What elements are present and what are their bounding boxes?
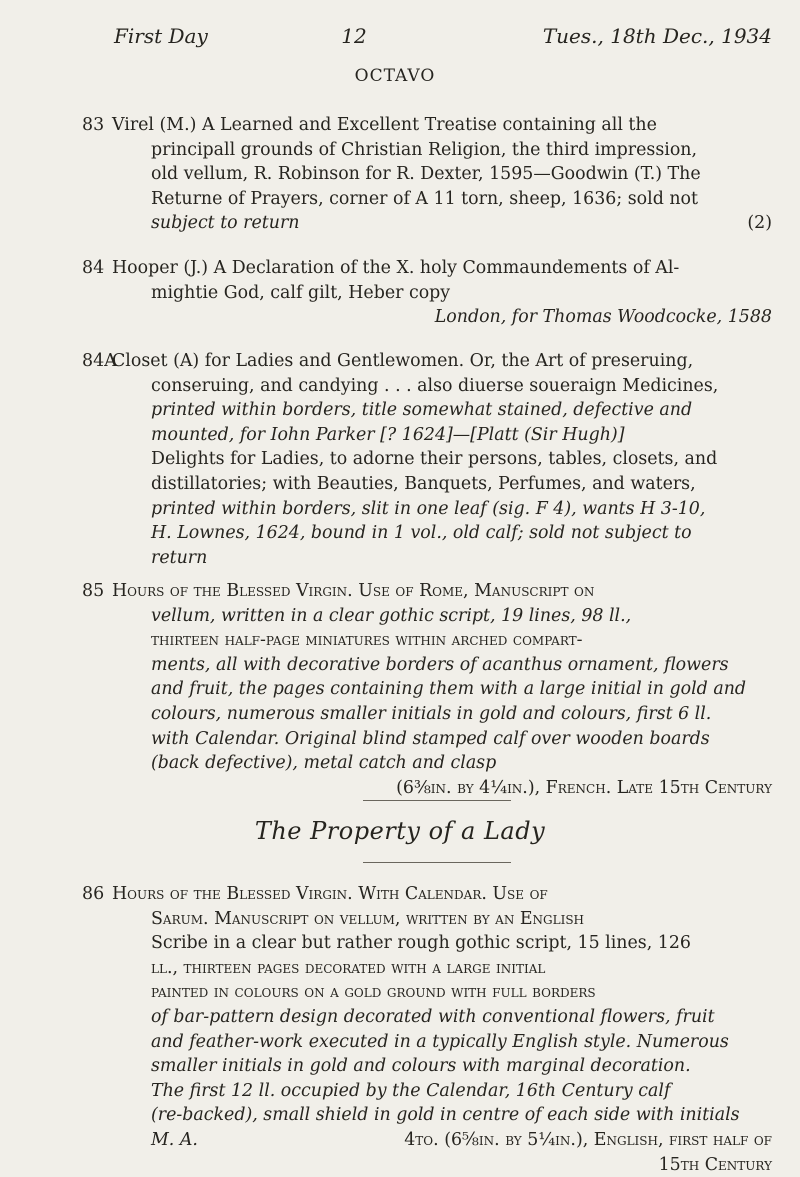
header-day: First Day bbox=[114, 24, 208, 48]
lot-line: printed within borders, slit in one leaf (sig. F 4), wants H 3-10, bbox=[151, 498, 706, 519]
lot-number: 86 bbox=[82, 884, 105, 904]
property-heading: The Property of a Lady bbox=[254, 817, 546, 845]
lot-84a bbox=[82, 349, 772, 570]
lot-line: conseruing, and candying . . . also diuerse soueraign Medicines, bbox=[151, 375, 719, 396]
lot-line: 15th Century bbox=[658, 1154, 772, 1175]
lot-line: Virel (M.) A Learned and Excellent Treatise containing all the bbox=[112, 115, 657, 135]
lot-line: of bar-pattern design decorated with conventional flowers, fruit bbox=[151, 1006, 715, 1027]
lot-line: Hours of the Blessed Virgin. With Calendar. Use of bbox=[112, 884, 548, 904]
lot-line: Returne of Prayers, corner of A 11 torn, sheep, 1636; sold not bbox=[151, 188, 699, 209]
lot-line: London, for Thomas Woodcocke, 1588 bbox=[434, 307, 772, 328]
lot-line: H. Lownes, 1624, bound in 1 vol., old calf; sold not subject to bbox=[151, 523, 692, 544]
lot-line: Hooper (J.) A Declaration of the X. holy Commaundements of Al- bbox=[112, 258, 680, 278]
lot-line: painted in colours on a gold ground with full borders bbox=[151, 982, 596, 1003]
lot-line: Hours of the Blessed Virgin. Use of Rome, Manuscript on bbox=[112, 581, 595, 601]
lot-line: mounted, for Iohn Parker [? 1624]—[Platt (Sir Hugh)] bbox=[151, 424, 625, 445]
lot-line: principall grounds of Christian Religion, the third impression, bbox=[151, 139, 698, 160]
lot-line: printed within borders, title somewhat stained, defective and bbox=[151, 400, 693, 421]
lot-line: ments, all with decorative borders of acanthus ornament, flowers bbox=[151, 654, 729, 675]
lot-line: distillatories; with Beauties, Banquets, Perfumes, and waters, bbox=[151, 473, 696, 494]
lot-number: 85 bbox=[82, 581, 105, 601]
lot-line: Delights for Ladies, to adorne their persons, tables, closets, and bbox=[151, 449, 718, 470]
lot-83 bbox=[82, 113, 772, 236]
lot-84 bbox=[82, 256, 772, 330]
lot-86 bbox=[82, 882, 772, 1177]
lot-line: ll., thirteen pages decorated with a large initial bbox=[151, 957, 546, 978]
lot-line bbox=[112, 211, 772, 236]
divider-bottom bbox=[363, 862, 511, 863]
section-title: OCTAVO bbox=[354, 66, 436, 86]
lot-85 bbox=[82, 579, 772, 800]
lot-line: thirteen half-page miniatures within arched compart- bbox=[151, 630, 583, 651]
lot-line: (re-backed), small shield in gold in centre of each side with initials bbox=[151, 1105, 740, 1126]
lot-quantity: (2) bbox=[747, 213, 772, 234]
lot-line: Scribe in a clear but rather rough gothic script, 15 lines, 126 bbox=[151, 933, 691, 954]
lot-line: (6⅜in. by 4¼in.), French. Late 15th Century bbox=[396, 777, 772, 798]
lot-line: mightie God, calf gilt, Heber copy bbox=[151, 282, 451, 303]
lot-line: and feather-work executed in a typically English style. Numerous bbox=[151, 1031, 729, 1052]
lot-line: The first 12 ll. occupied by the Calendar, 16th Century calf bbox=[151, 1080, 671, 1101]
lot-number: 84A bbox=[82, 351, 117, 371]
page-number: 12 bbox=[341, 24, 367, 48]
lot-line: (back defective), metal catch and clasp bbox=[151, 753, 497, 774]
lot-line: old vellum, R. Robinson for R. Dexter, 1595—Goodwin (T.) The bbox=[151, 164, 701, 185]
lot-line: vellum, written in a clear gothic script, 19 lines, 98 ll., bbox=[151, 605, 632, 626]
lot-number: 84 bbox=[82, 258, 105, 278]
lot-line: return bbox=[151, 547, 208, 568]
lot-line bbox=[112, 1128, 772, 1153]
lot-format: 4to. (6⅝in. by 5¼in.), English, first half of bbox=[404, 1129, 772, 1150]
lot-text: subject to return bbox=[151, 213, 300, 234]
lot-line: Closet (A) for Ladies and Gentlewomen. Or, the Art of preseruing, bbox=[112, 351, 694, 371]
lot-line: smaller initials in gold and colours with marginal decoration. bbox=[151, 1056, 691, 1077]
lot-initials: M. A. bbox=[151, 1129, 198, 1150]
lot-number: 83 bbox=[82, 115, 105, 135]
divider-top bbox=[363, 800, 511, 801]
header-date: Tues., 18th Dec., 1934 bbox=[542, 24, 772, 48]
running-head bbox=[114, 24, 772, 64]
lot-line: Sarum. Manuscript on vellum, written by an English bbox=[151, 908, 585, 929]
lot-line: colours, numerous smaller initials in gold and colours, first 6 ll. bbox=[151, 703, 712, 724]
lot-line: and fruit, the pages containing them with a large initial in gold and bbox=[151, 679, 747, 700]
lot-line: with Calendar. Original blind stamped calf over wooden boards bbox=[151, 728, 710, 749]
